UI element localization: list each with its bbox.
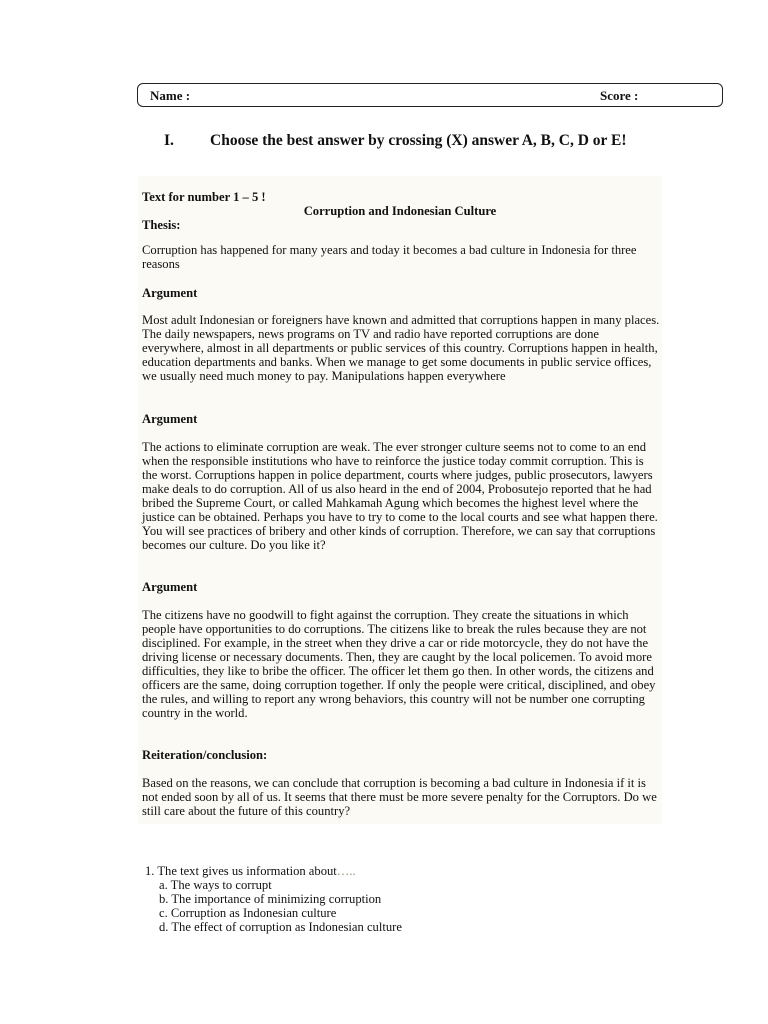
passage-intro: Text for number 1 – 5 ! — [142, 190, 266, 204]
conclusion-heading: Reiteration/conclusion: — [142, 748, 268, 762]
conclusion-text: Based on the reasons, we can conclude that corruption is becoming a bad culture in Indonesia if it is not ended soon by all of us. It seems that there must be more severe penalty for the Corruptors. Do we still care about the future of this country? — [142, 776, 657, 818]
instruction-text: Choose the best answer by crossing (X) answer A, B, C, D or E! — [210, 132, 627, 149]
name-score-box — [137, 83, 723, 107]
option-c[interactable]: c. Corruption as Indonesian culture — [159, 906, 337, 920]
score-label: Score : — [600, 88, 639, 103]
name-label: Name : — [150, 88, 191, 103]
passage-title: Corruption and Indonesian Culture — [303, 204, 497, 218]
question-1 — [145, 864, 402, 934]
option-d[interactable]: d. The effect of corruption as Indonesian culture — [159, 920, 402, 934]
option-b[interactable]: b. The importance of minimizing corruption — [159, 892, 382, 906]
question-stem-text: 1. The text gives us information about — [145, 864, 337, 878]
argument-3-heading: Argument — [142, 580, 198, 594]
argument-1-text: Most adult Indonesian or foreigners have known and admitted that corruptions happen in many places. The daily newspapers, news programs on TV and radio have reported corruptions are done everywhere, almost in all departments or public services of this country. Corruptions happen in health, education departments and banks. When we manage to get some documents in public service offices, we usually need much money to pay. Manipulations happen everywhere — [142, 313, 660, 383]
question-stem — [145, 864, 402, 878]
thesis-text: Corruption has happened for many years and today it becomes a bad culture in Indonesia for three reasons — [142, 243, 637, 271]
answer-blank: ….. — [336, 864, 356, 878]
section-number: I. — [164, 132, 174, 149]
argument-3-text: The citizens have no goodwill to fight against the corruption. They create the situations in which people have opportunities to do corruptions. The citizens like to break the rules because they are not disciplined. For example, in the street when they drive a car or ride motorcycle, they do not have the driving license or necessary documents. Then, they are caught by the local policemen. To avoid more difficulties, they like to bribe the officer. The officer let them go then. In other words, the citizens and officers are the same, doing corruption together. If only the people were critical, disciplined, and obey the rules, and willing to report any wrong behaviors, this country will not be number one corrupting country in the world. — [142, 608, 656, 720]
argument-2-text: The actions to eliminate corruption are weak. The ever stronger culture seems not to come to an end when the responsible institutions who have to reinforce the justice today commit corruption. This is the worst. Corruptions happen in police department, courts where judges, public prosecutors, lawyers make deals to do corruption. All of us also heard in the end of 2004, Probosutejo reported that he had bribed the Supreme Court, or called Mahkamah Agung which becomes the highest level where the justice can be obtained. Perhaps you have to try to come to the local courts and see what happen there. You will see practices of bribery and other kinds of corruption. Therefore, we can say that corruptions becomes our culture. Do you like it? — [142, 440, 658, 552]
answer-options — [145, 878, 402, 934]
reading-passage — [138, 176, 662, 824]
argument-1-heading: Argument — [142, 286, 198, 300]
argument-2-heading: Argument — [142, 412, 198, 426]
option-a[interactable]: a. The ways to corrupt — [159, 878, 272, 892]
thesis-heading: Thesis: — [142, 218, 181, 232]
